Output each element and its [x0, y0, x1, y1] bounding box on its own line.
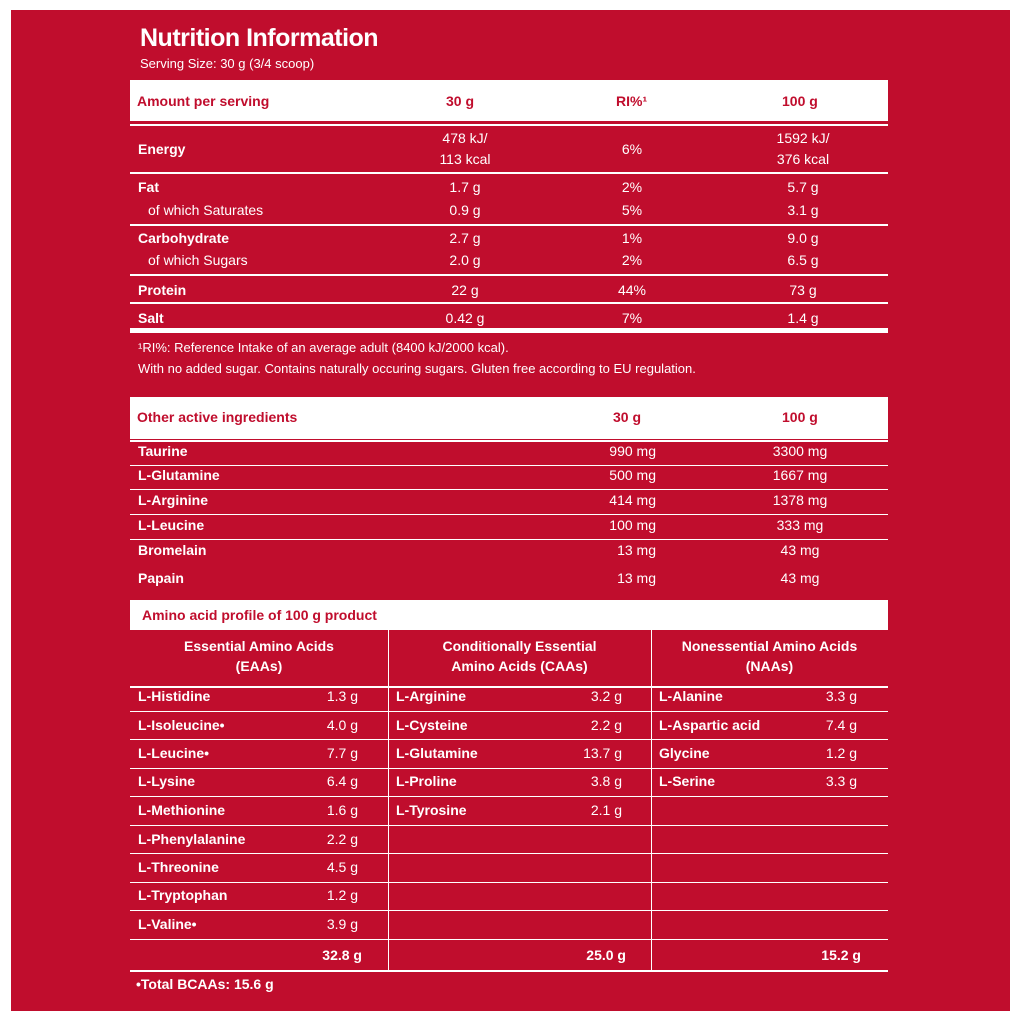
- ingredient-label: L-Arginine: [138, 492, 208, 508]
- row-per100-2: 376 kcal: [776, 151, 830, 167]
- amino-name: L-Tryptophan: [138, 887, 228, 903]
- row-divider: [388, 853, 651, 854]
- row-serving: 0.42 g: [445, 310, 485, 326]
- row-per100: 73 g: [789, 282, 817, 298]
- row-per100: 6.5 g: [787, 252, 819, 268]
- header-30g: 30 g: [613, 409, 642, 425]
- row-label: Protein: [138, 282, 187, 298]
- row-divider: [388, 939, 651, 940]
- column-total: 15.2 g: [821, 947, 861, 963]
- divider: [130, 970, 888, 972]
- amino-name: L-Lysine: [138, 773, 196, 789]
- header-100g: 100 g: [782, 93, 818, 109]
- row-divider: [130, 711, 388, 712]
- ingredient-30g: 13 mg: [617, 542, 656, 558]
- row-per100: 1592 kJ/: [776, 130, 830, 146]
- amino-name: L-Phenylalanine: [138, 831, 246, 847]
- row-serving: 22 g: [451, 282, 479, 298]
- amino-value: 6.4 g: [326, 773, 358, 789]
- row-label: of which Sugars: [148, 252, 248, 268]
- row-divider: [388, 739, 651, 740]
- amino-name: L-Isoleucine•: [138, 717, 225, 733]
- row-divider: [388, 882, 651, 883]
- ingredient-100g: 3300 mg: [772, 443, 828, 459]
- amino-name: L-Arginine: [396, 688, 466, 704]
- column-total: 32.8 g: [322, 947, 362, 963]
- header-amount: Amount per serving: [137, 93, 270, 109]
- row-serving-2: 113 kcal: [439, 151, 491, 167]
- row-divider: [651, 910, 888, 911]
- row-ri: 7%: [621, 310, 643, 326]
- row-per100: 3.1 g: [787, 202, 819, 218]
- header-amino: Amino acid profile of 100 g product: [142, 607, 377, 623]
- divider: [130, 465, 888, 466]
- row-divider: [651, 768, 888, 769]
- column-title: Conditionally Essential: [442, 638, 597, 654]
- divider: [130, 172, 888, 174]
- row-divider: [130, 768, 388, 769]
- divider: [130, 514, 888, 515]
- row-label: Fat: [138, 179, 159, 195]
- row-serving: 0.9 g: [449, 202, 481, 218]
- divider: [130, 224, 888, 226]
- column-title: Nonessential Amino Acids: [681, 638, 858, 654]
- column-divider: [651, 630, 652, 971]
- row-divider: [130, 853, 388, 854]
- bcaa-total: •Total BCAAs: 15.6 g: [136, 976, 274, 992]
- row-divider: [388, 825, 651, 826]
- row-divider: [130, 939, 388, 940]
- divider-thick: [130, 328, 888, 333]
- amino-value: 1.2 g: [326, 887, 358, 903]
- row-divider: [130, 910, 388, 911]
- amino-value: 3.9 g: [326, 916, 358, 932]
- row-divider: [130, 825, 388, 826]
- ingredient-100g: 43 mg: [780, 542, 820, 558]
- amino-value: 7.4 g: [825, 717, 857, 733]
- amino-value: 3.8 g: [590, 773, 622, 789]
- row-ri: 6%: [621, 141, 643, 157]
- header-ri: RI%¹: [616, 93, 648, 109]
- row-divider: [388, 768, 651, 769]
- nutrition-header: [130, 80, 888, 121]
- ingredient-30g: 990 mg: [609, 443, 656, 459]
- ingredient-label: Taurine: [138, 443, 188, 459]
- column-subtitle: (NAAs): [745, 658, 794, 674]
- amino-name: L-Serine: [659, 773, 716, 789]
- column-subtitle: Amino Acids (CAAs): [451, 658, 588, 674]
- divider: [130, 686, 888, 688]
- amino-value: 1.6 g: [326, 802, 358, 818]
- amino-name: Glycine: [659, 745, 710, 761]
- ingredient-100g: 1378 mg: [772, 492, 828, 508]
- amino-name: L-Histidine: [138, 688, 211, 704]
- ingredient-30g: 100 mg: [609, 517, 656, 533]
- amino-value: 1.3 g: [326, 688, 358, 704]
- amino-name: L-Cysteine: [396, 717, 468, 733]
- row-ri: 44%: [617, 282, 647, 298]
- row-divider: [651, 939, 888, 940]
- column-total: 25.0 g: [586, 947, 626, 963]
- row-ri: 5%: [621, 202, 643, 218]
- amino-value: 3.2 g: [590, 688, 622, 704]
- row-serving: 1.7 g: [449, 179, 481, 195]
- ingredient-label: Papain: [138, 570, 184, 586]
- amino-name: L-Methionine: [138, 802, 226, 818]
- row-serving: 2.0 g: [449, 252, 481, 268]
- divider: [130, 440, 888, 442]
- ingredient-100g: 1667 mg: [772, 467, 828, 483]
- footnote-sugar: With no added sugar. Contains naturally occuring sugars. Gluten free according to EU regulation.: [138, 361, 696, 376]
- column-title: Essential Amino Acids: [184, 638, 334, 654]
- row-divider: [130, 796, 388, 797]
- amino-name: L-Valine•: [138, 916, 197, 932]
- header-30g: 30 g: [446, 93, 475, 109]
- amino-name: L-Tyrosine: [396, 802, 467, 818]
- ingredient-label: Bromelain: [138, 542, 207, 558]
- amino-value: 4.5 g: [326, 859, 358, 875]
- row-label: of which Saturates: [148, 202, 264, 218]
- amino-value: 3.3 g: [825, 688, 857, 704]
- row-ri: 2%: [621, 179, 643, 195]
- row-serving: 478 kJ/: [442, 130, 488, 146]
- amino-value: 7.7 g: [326, 745, 358, 761]
- amino-name: L-Leucine•: [138, 745, 210, 761]
- amino-value: 2.2 g: [326, 831, 358, 847]
- ingredient-30g: 500 mg: [609, 467, 656, 483]
- divider: [130, 274, 888, 276]
- row-label: Carbohydrate: [138, 230, 230, 246]
- divider: [130, 539, 888, 540]
- row-divider: [388, 711, 651, 712]
- ingredient-100g: 333 mg: [776, 517, 824, 533]
- divider: [130, 124, 888, 126]
- amino-value: 3.3 g: [825, 773, 857, 789]
- ingredient-label: L-Leucine: [138, 517, 205, 533]
- ingredient-label: L-Glutamine: [138, 467, 220, 483]
- row-divider: [130, 739, 388, 740]
- row-divider: [130, 882, 388, 883]
- amino-header: [130, 600, 888, 630]
- row-divider: [651, 796, 888, 797]
- header-100g: 100 g: [782, 409, 818, 425]
- amino-name: L-Aspartic acid: [659, 717, 761, 733]
- amino-value: 4.0 g: [326, 717, 358, 733]
- row-label: Salt: [138, 310, 164, 326]
- row-ri: 1%: [621, 230, 643, 246]
- amino-value: 1.2 g: [825, 745, 857, 761]
- footnote-ri: ¹RI%: Reference Intake of an average adult (8400 kJ/2000 kcal).: [138, 340, 509, 355]
- row-label: Energy: [138, 141, 186, 157]
- amino-name: L-Glutamine: [396, 745, 478, 761]
- serving-size: Serving Size: 30 g (3/4 scoop): [140, 56, 315, 71]
- row-divider: [651, 825, 888, 826]
- row-divider: [651, 711, 888, 712]
- row-per100: 5.7 g: [787, 179, 819, 195]
- amino-name: L-Threonine: [138, 859, 219, 875]
- row-divider: [388, 796, 651, 797]
- ingredient-30g: 13 mg: [617, 570, 656, 586]
- row-divider: [651, 853, 888, 854]
- divider: [130, 489, 888, 490]
- header-other: Other active ingredients: [137, 409, 298, 425]
- row-divider: [651, 882, 888, 883]
- column-divider: [388, 630, 389, 971]
- amino-name: L-Proline: [396, 773, 457, 789]
- row-ri: 2%: [621, 252, 643, 268]
- other-header: [130, 397, 888, 439]
- row-per100: 1.4 g: [787, 310, 819, 326]
- row-divider: [388, 910, 651, 911]
- divider: [130, 302, 888, 304]
- amino-value: 2.2 g: [590, 717, 622, 733]
- amino-value: 2.1 g: [590, 802, 622, 818]
- column-subtitle: (EAAs): [235, 658, 283, 674]
- row-divider: [651, 739, 888, 740]
- amino-name: L-Alanine: [659, 688, 723, 704]
- ingredient-30g: 414 mg: [609, 492, 656, 508]
- page-title: Nutrition Information: [140, 24, 379, 52]
- amino-value: 13.7 g: [583, 745, 622, 761]
- row-serving: 2.7 g: [449, 230, 481, 246]
- ingredient-100g: 43 mg: [780, 570, 820, 586]
- row-per100: 9.0 g: [787, 230, 819, 246]
